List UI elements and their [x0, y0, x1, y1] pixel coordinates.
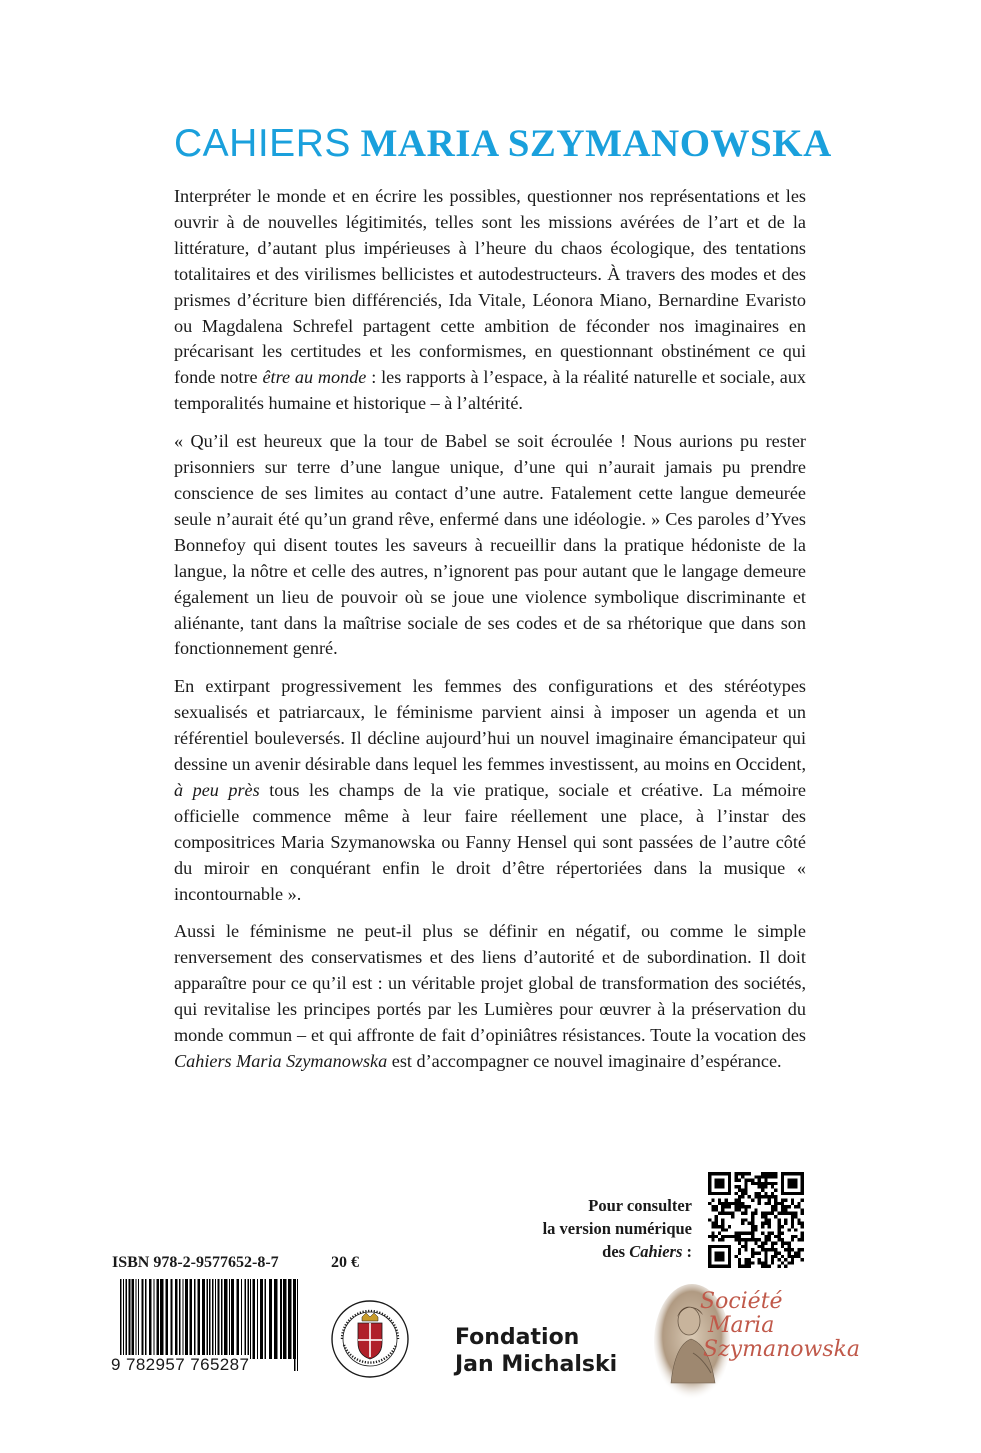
societe-historique-seal-icon [330, 1299, 410, 1379]
cover-title [174, 118, 834, 170]
societe-maria-szymanowska-logo: Société Maria Szymanowska [700, 1289, 861, 1362]
paragraph-4: Aussi le féminisme ne peut-il plus se définir en négatif, ou comme le simple renversement des conservatismes et des liens d’autorité et de subordination. Il doit apparaître pour ce qu’il est : un véritable projet global de transformation des sociétés, qui revitalise les principes portés par les Lumières pour œuvrer à la préservation du monde commun – et qui affronte de fait d’opiniâtres résistances. Toute la vocation des Cahiers Maria Szymanowska est d’accompagner ce nouvel imaginaire d’espérance. [174, 921, 806, 1071]
title-cahiers: CAHIERS [174, 122, 351, 165]
paragraph-3: En extirpant progressivement les femmes des configurations et des stéréotypes sexualisés et patriarcaux, le féminisme parvient ainsi à imposer un agenda et un référentiel bouleversés. Il décline aujourd’hui un nouvel imaginaire émancipateur qui dessine un avenir désirable dans lequel les femmes investissent, au moins en Occident, à peu près tous les champs de la vie pratique, sociale et créative. La mémoire officielle commence même à leur faire réellement une place, à l’instar des compositrices Maria Szymanowska ou Fanny Hensel qui sont passées de l’autre côté du miroir en conquérant enfin le droit d’être répertoriées dans la musique « incontournable ». [174, 676, 806, 904]
paragraph-1: Interpréter le monde et en écrire les possibles, questionner nos représentations et les ouvrir à de nouvelles légitimités, telles sont les missions avérées de l’art et de la littérature, d’autant plus impérieuses à l’heure du chaos écologique, des tentations totalitaires et des virilismes bellicistes et autodestructeurs. À travers des modes et des prismes d’écriture bien différenciés, Ida Vitale, Léonora Miano, Bernardine Evaristo ou Magdalena Schrefel partagent cette ambition de féconder nos imaginaires en précarisant les certitudes et les conformismes, en questionnant obstinément ce qui fonde notre être au monde : les rapports à l’espace, à la réalité naturelle et sociale, aux temporalités humaine et historique – à l’altérité. [174, 186, 807, 414]
title-maria-szymanowska: MARIA SZYMANOWSKA [360, 122, 832, 165]
qr-code-icon[interactable] [708, 1172, 804, 1268]
paragraph-2: « Qu’il est heureux que la tour de Babel se soit écroulée ! Nous aurions pu rester prisonniers sur terre d’une langue unique, d’une qui n’aurait jamais pu prendre conscience de ses limites au contact d’une autre. Fatalement cette langue demeurée seule n’aurait été qu’un grand rêve, enfermé dans une idéologie. » Ces paroles d’Yves Bonnefoy qui disent toutes les saveurs à recueillir dans la pratique hédoniste de la langue, la nôtre et celle des autres, n’ignorent pas pour autant que le langage demeure également un lieu de pouvoir où se joue une violence symbolique discriminante et aliénante, tant dans la maîtrise sociale de ses codes et de sa rhétorique que dans son fonctionnement genré. [174, 431, 806, 659]
qr-caption: Pour consulter la version numérique des Cahiers : [542, 1196, 692, 1261]
price-label: 20 € [331, 1254, 359, 1271]
back-cover-text [174, 184, 806, 1087]
fondation-jan-michalski-logo: Fondation Jan Michalski [455, 1325, 618, 1377]
isbn-label: ISBN 978-2-9577652-8-7 [112, 1254, 279, 1271]
barcode-digits: 9 782957 765287 [111, 1355, 250, 1374]
